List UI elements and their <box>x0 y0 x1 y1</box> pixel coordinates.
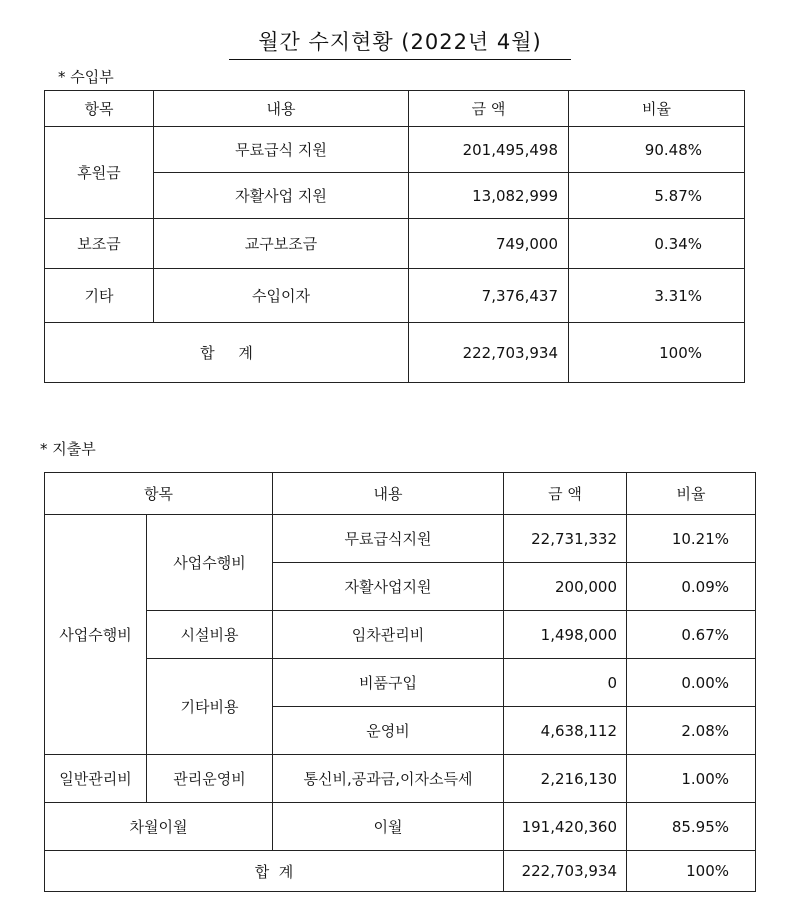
income-row-amount: 201,495,498 <box>409 127 569 173</box>
expense-header-content: 내용 <box>273 473 504 515</box>
expense-subgroup-general: 관리운영비 <box>147 755 273 803</box>
expense-row-content: 자활사업지원 <box>273 563 504 611</box>
document-title: 월간 수지현황 (2022년 4월) <box>229 26 571 60</box>
expense-row-ratio: 10.21% <box>627 515 756 563</box>
expense-header-amount: 금 액 <box>504 473 627 515</box>
expense-row-content: 운영비 <box>273 707 504 755</box>
expense-row-amount: 2,216,130 <box>504 755 627 803</box>
income-row-content: 수입이자 <box>154 269 409 323</box>
expense-row-ratio: 85.95% <box>627 803 756 851</box>
expense-row-ratio: 0.00% <box>627 659 756 707</box>
income-group-subsidy: 보조금 <box>45 219 154 269</box>
income-table <box>44 90 745 383</box>
expense-row-content: 통신비,공과금,이자소득세 <box>273 755 504 803</box>
expense-group-general: 일반관리비 <box>45 755 147 803</box>
expense-section-label: * 지출부 <box>40 440 96 458</box>
income-group-sponsorship: 후원금 <box>45 127 154 219</box>
expense-group-business: 사업수행비 <box>45 515 147 755</box>
income-total-label: 합 계 <box>45 323 409 383</box>
expense-row-amount: 22,731,332 <box>504 515 627 563</box>
expense-total-amount: 222,703,934 <box>504 851 627 892</box>
income-header-item: 항목 <box>45 91 154 127</box>
income-row-amount: 749,000 <box>409 219 569 269</box>
expense-row-ratio: 1.00% <box>627 755 756 803</box>
income-row-amount: 13,082,999 <box>409 173 569 219</box>
expense-total-label: 합 계 <box>45 851 504 892</box>
income-row-content: 자활사업 지원 <box>154 173 409 219</box>
income-header-amount: 금 액 <box>409 91 569 127</box>
expense-header-ratio: 비율 <box>627 473 756 515</box>
expense-row-content: 무료급식지원 <box>273 515 504 563</box>
income-section-label: * 수입부 <box>58 68 114 86</box>
income-row-ratio: 3.31% <box>569 269 745 323</box>
income-total-ratio: 100% <box>569 323 745 383</box>
expense-row-amount: 191,420,360 <box>504 803 627 851</box>
income-header-content: 내용 <box>154 91 409 127</box>
expense-row-amount: 4,638,112 <box>504 707 627 755</box>
expense-group-carryover: 차월이월 <box>45 803 273 851</box>
expense-table <box>44 472 756 892</box>
expense-row-content: 비품구입 <box>273 659 504 707</box>
expense-row-ratio: 2.08% <box>627 707 756 755</box>
income-group-other: 기타 <box>45 269 154 323</box>
expense-row-amount: 0 <box>504 659 627 707</box>
expense-total-ratio: 100% <box>627 851 756 892</box>
income-row-ratio: 0.34% <box>569 219 745 269</box>
expense-header-item: 항목 <box>45 473 273 515</box>
income-row-content: 교구보조금 <box>154 219 409 269</box>
income-header-ratio: 비율 <box>569 91 745 127</box>
expense-row-amount: 1,498,000 <box>504 611 627 659</box>
income-total-amount: 222,703,934 <box>409 323 569 383</box>
expense-row-content: 이월 <box>273 803 504 851</box>
expense-row-amount: 200,000 <box>504 563 627 611</box>
income-row-amount: 7,376,437 <box>409 269 569 323</box>
expense-row-ratio: 0.09% <box>627 563 756 611</box>
income-row-content: 무료급식 지원 <box>154 127 409 173</box>
income-row-ratio: 90.48% <box>569 127 745 173</box>
expense-row-content: 임차관리비 <box>273 611 504 659</box>
expense-subgroup-other: 기타비용 <box>147 659 273 755</box>
expense-row-ratio: 0.67% <box>627 611 756 659</box>
income-row-ratio: 5.87% <box>569 173 745 219</box>
expense-subgroup-facility: 시설비용 <box>147 611 273 659</box>
expense-subgroup-business: 사업수행비 <box>147 515 273 611</box>
